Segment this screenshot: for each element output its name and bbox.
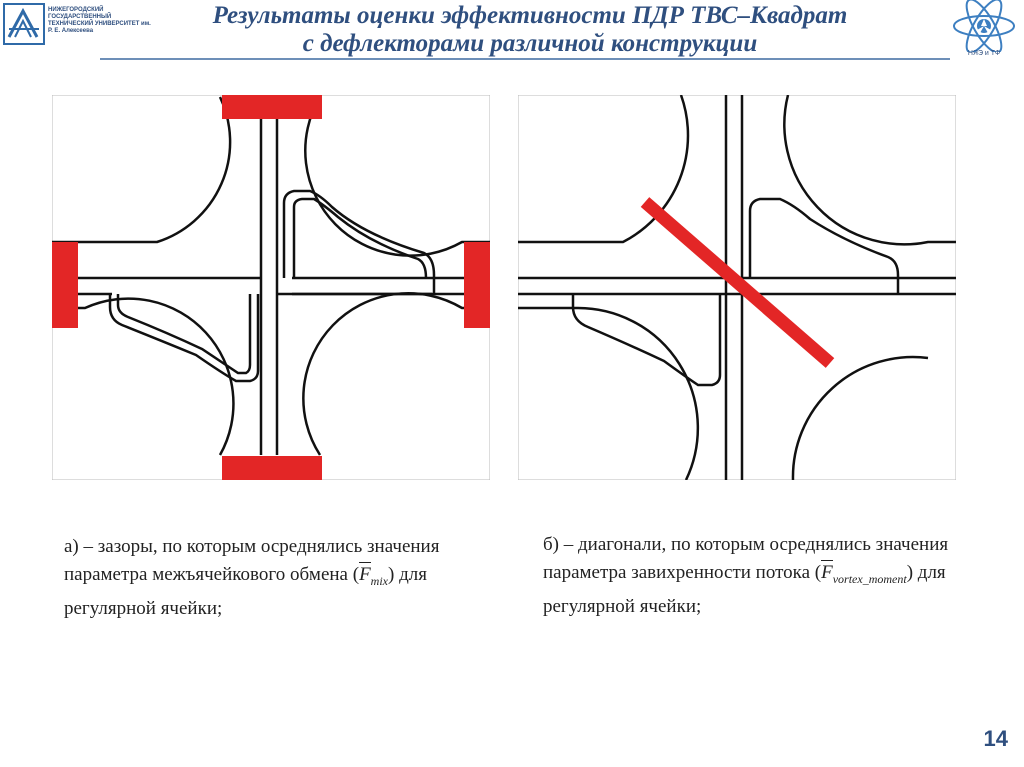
figure-a-gaps <box>52 95 490 480</box>
university-emblem-icon <box>3 3 45 45</box>
formula-f-vortex-moment <box>821 559 907 593</box>
formula-subscript: vortex_moment <box>832 571 907 586</box>
formula-base: F <box>821 562 833 583</box>
title-underline <box>100 58 950 60</box>
formula-f-mix <box>359 561 388 595</box>
university-logo <box>3 3 153 47</box>
page-number: 14 <box>983 726 1008 751</box>
caption-a <box>64 533 484 623</box>
gap-top-highlight <box>222 95 322 119</box>
figure-a-frame <box>52 95 490 480</box>
department-caption: НЯЭ и ТФ <box>967 50 1001 57</box>
atom-icon <box>948 0 1020 52</box>
gap-bottom-highlight <box>222 456 322 480</box>
title-line-2: с дефлекторами различной конструкции <box>302 30 758 57</box>
caption-a-text: а) – зазоры, по которым осреднялись значения параметра межъячейкового обмена ( <box>64 536 440 585</box>
figure-b-diagonal <box>518 95 956 480</box>
gap-right-highlight <box>464 242 490 328</box>
caption-b-text: б) – диагонали, по которым осреднялись значения параметра завихренности потока ( <box>543 534 949 583</box>
gap-left-highlight <box>52 242 78 328</box>
caption-b <box>543 531 963 621</box>
department-logo <box>948 0 1020 66</box>
title-line-1: Результаты оценки эффективности ПДР ТВС–Квадрат <box>212 2 848 29</box>
slide-title <box>150 2 910 58</box>
caption-a-text-end: ) для регулярной ячейки; <box>64 564 427 619</box>
university-name: НИЖЕГОРОДСКИЙ ГОСУДАРСТВЕННЫЙ ТЕХНИЧЕСКИЙ УНИВЕРСИТЕТ им. Р. Е. Алексеева <box>48 7 151 34</box>
caption-b-text-end: ) для регулярной ячейки; <box>543 562 946 617</box>
formula-subscript: mix <box>370 573 388 588</box>
formula-base: F <box>359 564 371 585</box>
